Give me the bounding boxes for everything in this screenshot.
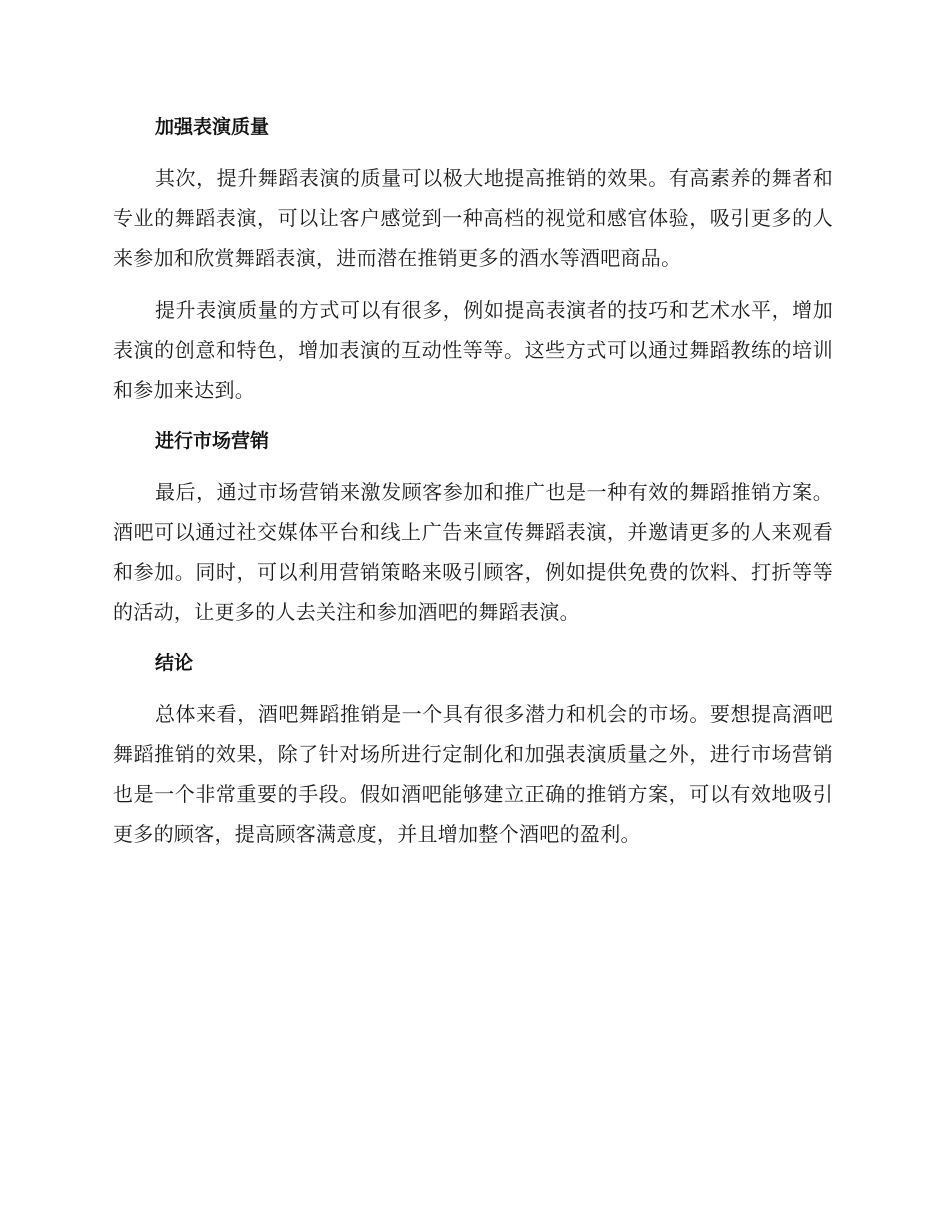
paragraph-marketing-1: 最后，通过市场营销来激发顾客参加和推广也是一种有效的舞蹈推销方案。酒吧可以通过社交媒体平台和线上广告来宣传舞蹈表演，并邀请更多的人来观看和参加。同时，可以利用营销策略来吸引顾客，例如提供免费的饮料、打折等等的活动，让更多的人去关注和参加酒吧的舞蹈表演。: [113, 480, 833, 624]
section-heading-conclusion: 结论: [155, 652, 194, 674]
section-heading-marketing: 进行市场营销: [155, 430, 270, 452]
section-heading-performance-quality: 加强表演质量: [155, 116, 270, 138]
paragraph-performance-quality-2: 提升表演质量的方式可以有很多，例如提高表演者的技巧和艺术水平，增加表演的创意和特色，增加表演的互动性等等。这些方式可以通过舞蹈教练的培训和参加来达到。: [113, 298, 833, 402]
paragraph-conclusion-1: 总体来看，酒吧舞蹈推销是一个具有很多潜力和机会的市场。要想提高酒吧舞蹈推销的效果，除了针对场所进行定制化和加强表演质量之外，进行市场营销也是一个非常重要的手段。假如酒吧能够建立正确的推销方案，可以有效地吸引更多的顾客，提高顾客满意度，并且增加整个酒吧的盈利。: [113, 702, 833, 846]
paragraph-performance-quality-1: 其次，提升舞蹈表演的质量可以极大地提高推销的效果。有高素养的舞者和专业的舞蹈表演，可以让客户感觉到一种高档的视觉和感官体验，吸引更多的人来参加和欣赏舞蹈表演，进而潜在推销更多的酒水等酒吧商品。: [113, 166, 833, 270]
document-body: [113, 108, 833, 854]
